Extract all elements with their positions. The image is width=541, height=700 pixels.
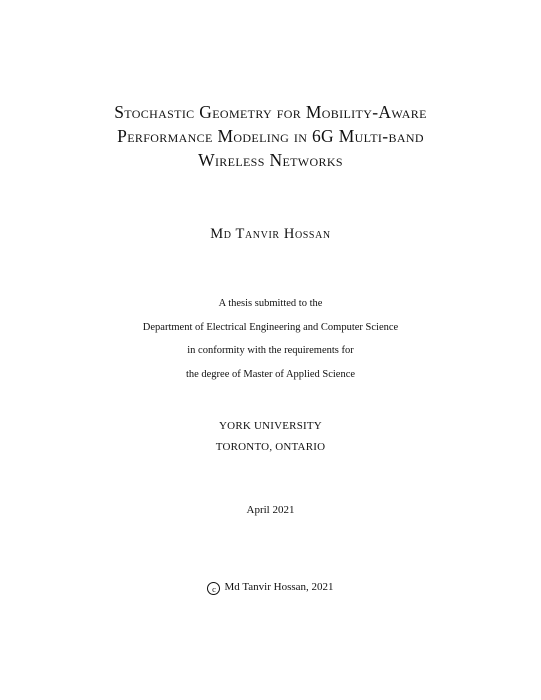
submission-date: April 2021	[246, 504, 295, 516]
copyright-notice	[0, 577, 541, 597]
thesis-title	[0, 100, 541, 172]
thesis-title-line-1: Stochastic Geometry for Mobility-Aware	[114, 102, 427, 122]
statement-line-3: in conformity with the requirements for	[187, 345, 354, 356]
author-name: Md Tanvir Hossan	[210, 226, 331, 242]
statement-line-2: Department of Electrical Engineering and Computer Science	[142, 321, 399, 333]
thesis-title-line-3: Wireless Networks	[198, 150, 343, 170]
university-name: YORK UNIVERSITY	[219, 420, 322, 432]
copyright-text: Md Tanvir Hossan, 2021	[224, 581, 334, 593]
copyright-icon: c	[207, 582, 220, 595]
statement-line-4: the degree of Master of Applied Science	[185, 368, 356, 380]
thesis-title-line-2: Performance Modeling in 6G Multi-band	[117, 126, 424, 146]
institution	[0, 416, 541, 458]
submission-statement	[0, 292, 541, 386]
statement-line-1: A thesis submitted to the	[218, 298, 323, 309]
university-location: TORONTO, ONTARIO	[215, 441, 326, 453]
